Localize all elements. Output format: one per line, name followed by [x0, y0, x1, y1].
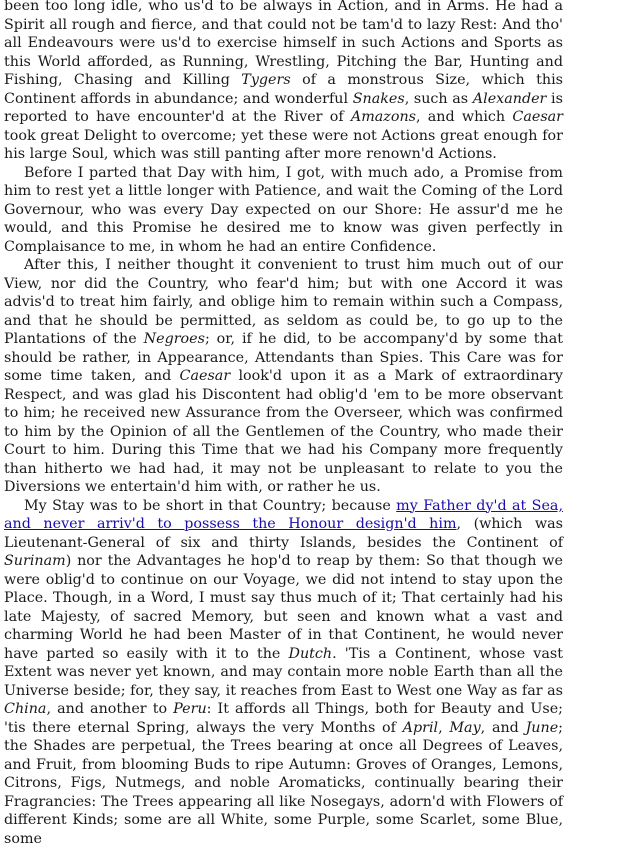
italic-term: Dutch [288, 646, 332, 662]
text-run: ) nor the Advantages he hop'd to reap by them: So that though we were oblig'd to continue on our Voyage, we did not intend to stay upon the Place. Though, in a Word, I must say thus much of it; That certainly had his late Majesty, of sacred Memory, but seen and known what a vast and charming World he had been Master of in that Continent, he would never have parted so easily with it to the [4, 553, 563, 662]
text-run: , and another to [46, 701, 173, 717]
italic-term: Negroes [144, 331, 205, 347]
text-run: My Stay was to be short in that Country; because [24, 498, 396, 514]
paragraph [4, 256, 563, 497]
text-run: is reported to have encounter'd at the River of [4, 91, 563, 126]
italic-term: May [449, 720, 480, 736]
italic-term: Tygers [241, 72, 290, 88]
text-run: been too long idle, who us'd to be always in Action, and in Arms. He had a Spirit all rough and fierce, and that could not be tam'd to lazy Rest: And tho' all Endeavours were us'd to exercise himself in such Actions and Sports as this World afforded, as Running, Wrestling, Pitching the Bar, Hunting and Fishing, Chasing and Killing [4, 0, 563, 88]
italic-term: Peru [173, 701, 206, 717]
footnote-link[interactable]: my Father dy'd at Sea, and never arriv'd to possess the Honour design'd him [4, 498, 563, 533]
italic-term: Snakes [353, 91, 405, 107]
italic-term: Caesar [512, 109, 563, 125]
text-run: , such as [405, 91, 473, 107]
book-page [4, 0, 563, 848]
italic-term: June [526, 720, 559, 736]
text-run: , and which [416, 109, 512, 125]
italic-term: April [403, 720, 438, 736]
text-run: took great Delight to overcome; yet these were not Actions great enough for his large Soul, which was still panting after more renown'd Actions. [4, 128, 563, 163]
text-run: , and [481, 720, 526, 736]
text-run: . 'Tis a Continent, whose vast Extent was never yet known, and may contain more noble Earth than all the Universe beside; for, they say, it reaches from East to West one Way as far as [4, 646, 563, 699]
text-run: of a monstrous Size, which this Continent affords in abundance; and wonderful [4, 72, 563, 107]
paragraph [4, 0, 563, 164]
italic-term: Caesar [180, 368, 231, 384]
text-run: , (which was Lieutenant-General of six and thirty Islands, besides the Continent of [4, 516, 563, 551]
text-run: look'd upon it as a Mark of extraordinary Respect, and was glad his Discontent had oblig'd 'em to be more observant to him; he received new Assurance from the Overseer, which was confirmed to him by the Opinion of all the Gentlemen of the Country, who made their Court to him. During this Time that we had his Company more frequently than hitherto we had had, it may not be unpleasant to relate to you the Diversions we entertain'd him with, or rather he us. [4, 368, 563, 495]
paragraph [4, 497, 563, 848]
italic-term: Alexander [473, 91, 547, 107]
paragraph [4, 164, 563, 257]
text-run: Before I parted that Day with him, I got, with much ado, a Promise from him to rest yet a little longer with Patience, and wait the Coming of the Lord Governour, who was every Day expected on our Shore: He assur'd me he would, and this Promise he desired me to know was given perfectly in Complaisance to me, in whom he had an entire Confidence. [4, 165, 563, 255]
italic-term: Amazons [351, 109, 416, 125]
text-run: ; the Shades are perpetual, the Trees bearing at once all Degrees of Leaves, and Fruit, from blooming Buds to ripe Autumn: Groves of Oranges, Lemons, Citrons, Figs, Nutmegs, and noble Aromaticks, continually bearing their Fragrancies: The Trees appearing all like Nosegays, adorn'd with Flowers of different Kinds; some are all White, some Purple, some Scarlet, some Blue, some [4, 720, 563, 847]
text-run: ; or, if he did, to be accompany'd by some that should be rather, in Appearance, Attendants than Spies. This Care was for some time taken, and [4, 331, 563, 384]
text-run: , [438, 720, 449, 736]
italic-term: Surinam [4, 553, 66, 569]
italic-term: China [4, 701, 46, 717]
text-run: : It affords all Things, both for Beauty and Use; 'tis there eternal Spring, always the very Months of [4, 701, 563, 736]
text-run: After this, I neither thought it convenient to trust him much out of our View, nor did the Country, who fear'd him; but with one Accord it was advis'd to treat him fairly, and oblige him to remain within such a Compass, and that he should be permitted, as seldom as could be, to go up to the Plantations of the [4, 257, 563, 347]
